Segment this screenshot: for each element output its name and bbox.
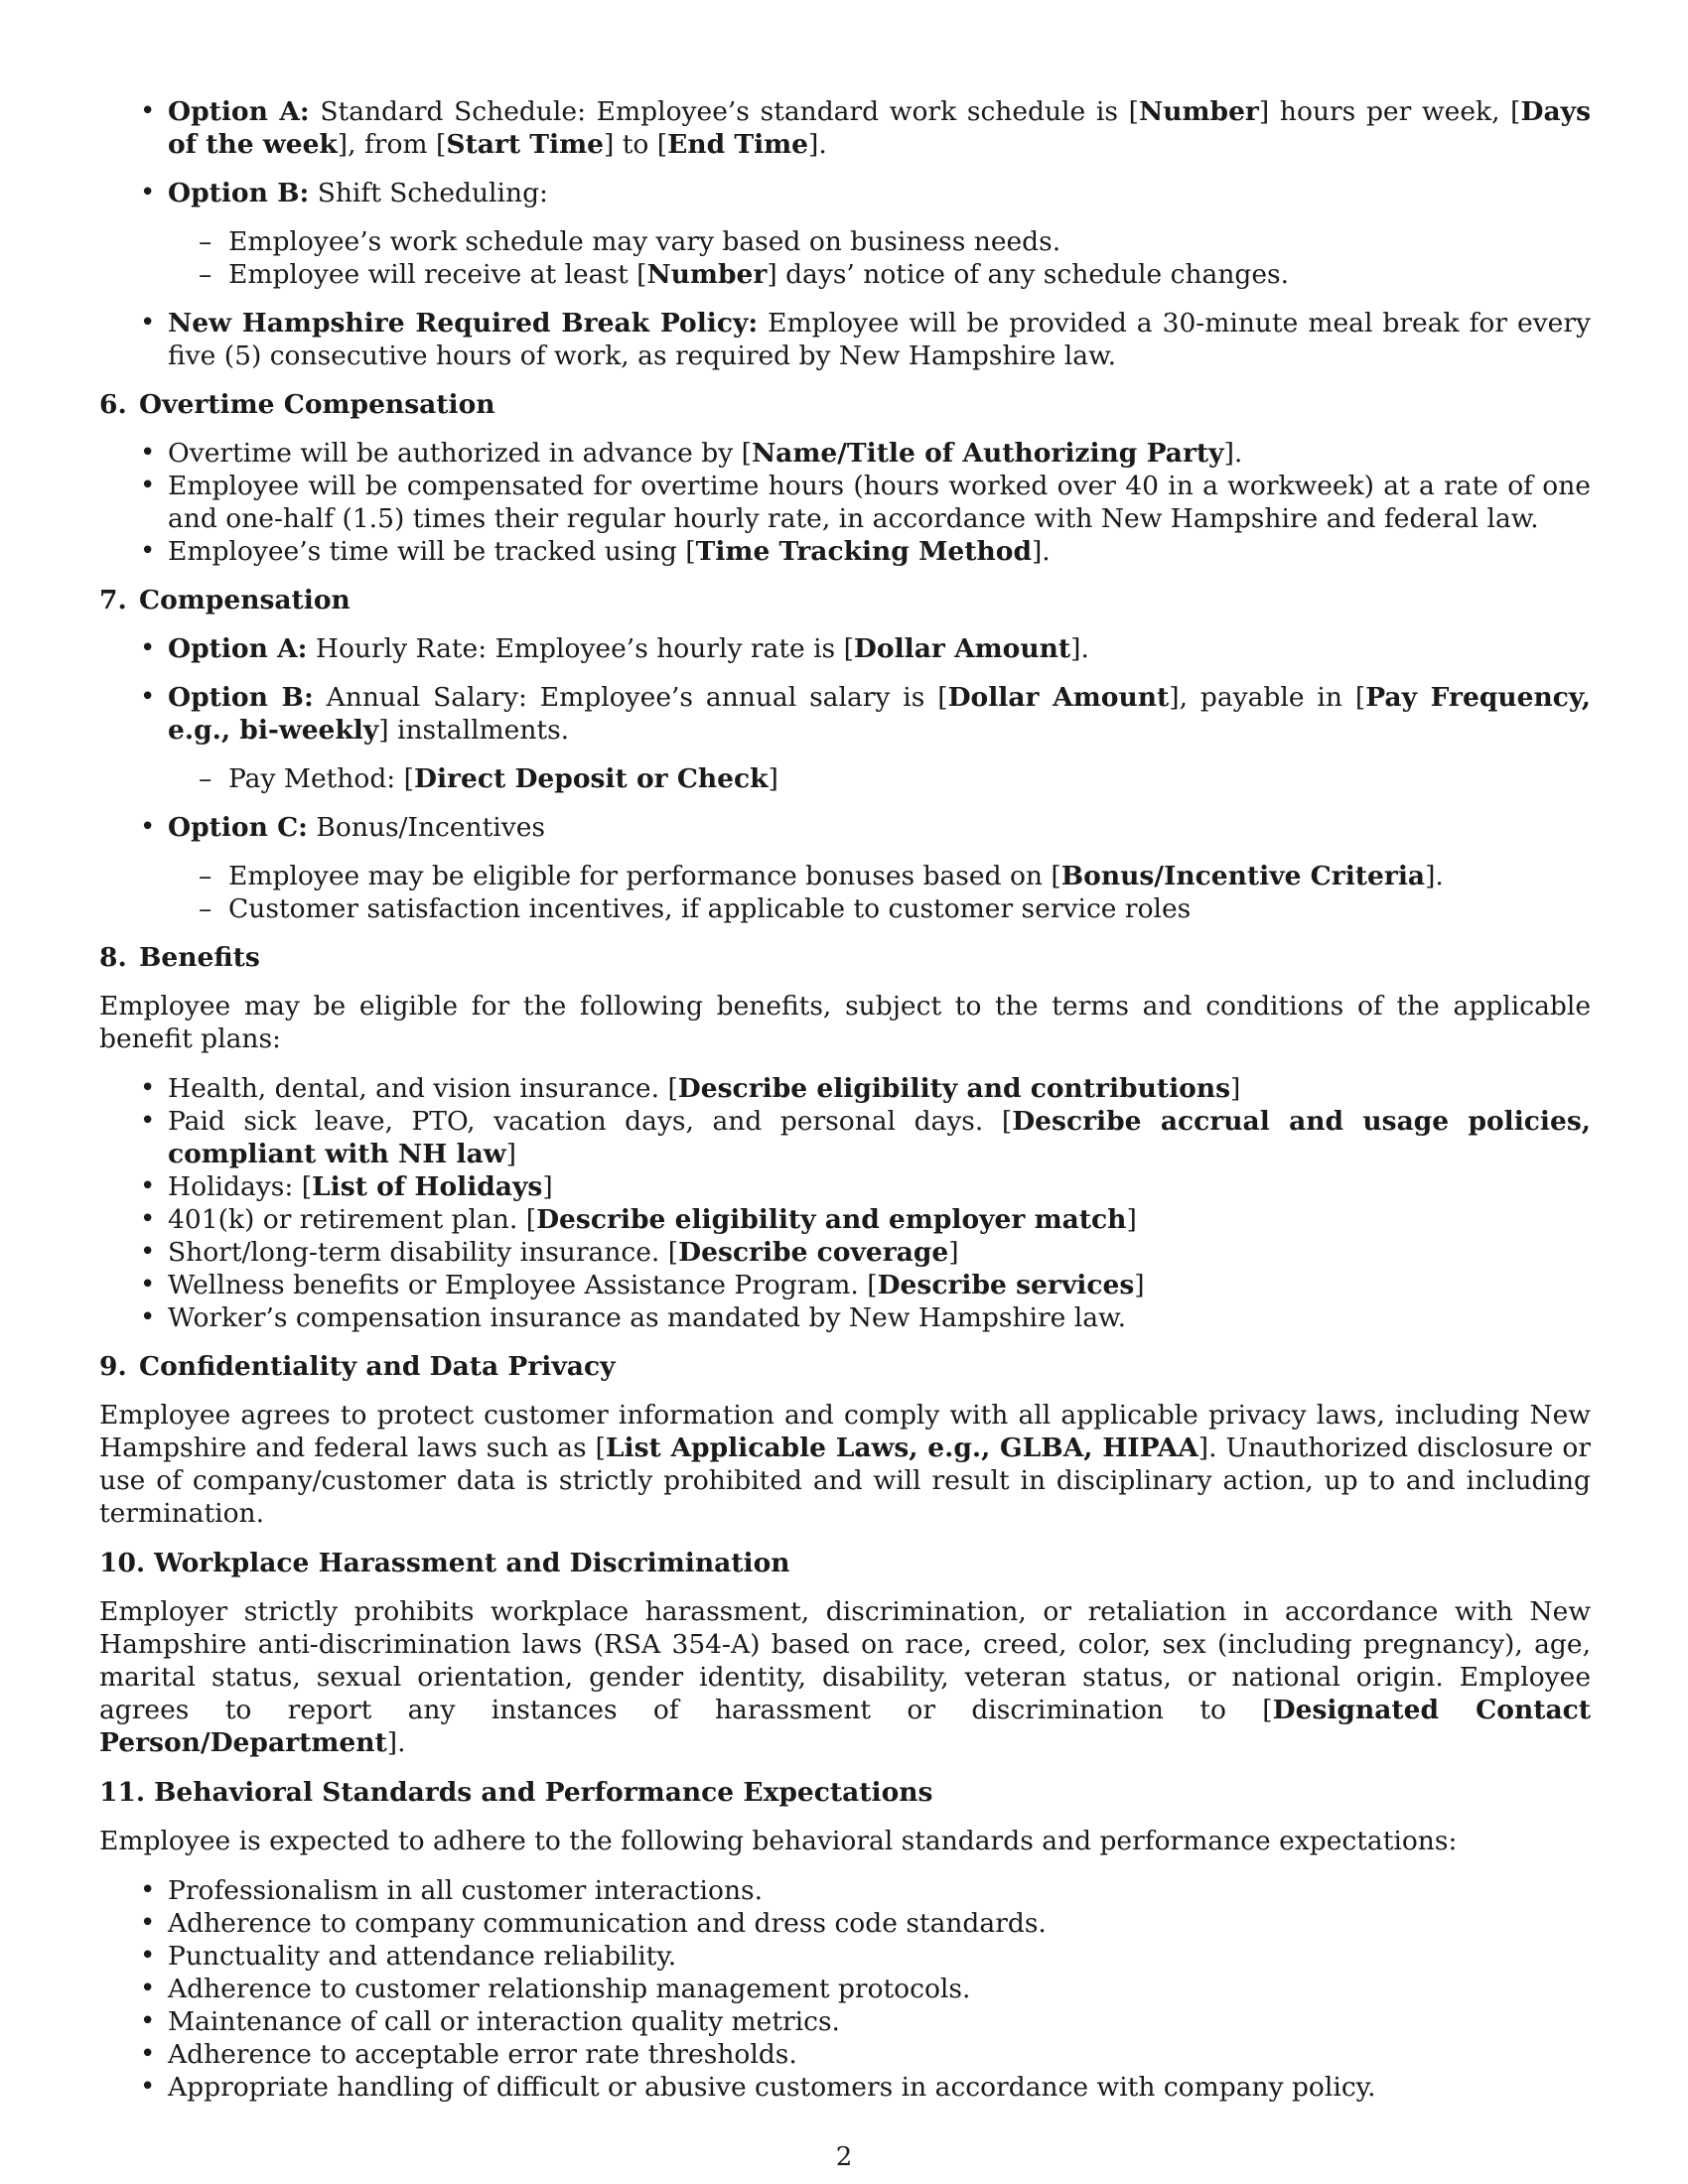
list-item: – Pay Method: [Direct Deposit or Check] xyxy=(199,763,778,794)
bullet-icon: • xyxy=(140,1908,156,1938)
bullet-icon: • xyxy=(140,1875,156,1905)
document-page xyxy=(99,95,1591,2119)
page-number: 2 xyxy=(835,2142,853,2172)
list-item: • Short/long-term disability insurance. [Describe coverage] xyxy=(140,1237,959,1268)
dash-icon: – xyxy=(199,893,212,924)
list-item: – Customer satisfaction incentives, if applicable to customer service roles xyxy=(199,893,1192,924)
bonus-sublist xyxy=(168,860,1591,925)
list-item: • 401(k) or retirement plan. [Describe eligibility and employer match] xyxy=(140,1204,1137,1235)
list-item: • Adherence to company communication and dress code standards. xyxy=(140,1908,1047,1939)
list-item: • Wellness benefits or Employee Assistance Program. [Describe services] xyxy=(140,1270,1145,1300)
bullet-icon: • xyxy=(140,536,156,566)
behavioral-intro: Employee is expected to adhere to the following behavioral standards and performance expectations: xyxy=(99,1826,1458,1856)
bullet-icon: • xyxy=(140,471,156,500)
section-heading-benefits: 8. Benefits xyxy=(99,942,260,973)
behavioral-list xyxy=(99,1874,1591,2104)
compensation-option-c: • Option C: Bonus/Incentives – Employee may be eligible for performance bonuses based on [Bonus/Incentive Criteria]. – Customer satisfaction incentives, if applicable to customer service roles xyxy=(168,811,1591,925)
bullet-icon: • xyxy=(140,1270,156,1299)
section-heading-confidentiality: 9. Confidentiality and Data Privacy xyxy=(99,1351,616,1382)
section-heading-harassment: 10. Workplace Harassment and Discrimination xyxy=(99,1548,790,1578)
section-heading-overtime: 6. Overtime Compensation xyxy=(99,389,495,420)
dash-icon: – xyxy=(199,861,212,891)
list-item: • Adherence to acceptable error rate thresholds. xyxy=(140,2039,797,2070)
benefits-list xyxy=(99,1072,1591,1334)
bullet-icon: • xyxy=(140,438,156,468)
bullet-icon: • xyxy=(140,1237,156,1267)
bullet-icon: • xyxy=(140,2039,156,2069)
bullet-icon: • xyxy=(140,633,156,663)
bullet-icon: • xyxy=(140,308,156,338)
bullet-icon: • xyxy=(140,1204,156,1234)
section-heading-compensation: 7. Compensation xyxy=(99,585,351,615)
list-item: • Adherence to customer relationship management protocols. xyxy=(140,1974,971,2004)
bullet-icon: • xyxy=(140,2072,156,2102)
list-item: – Employee’s work schedule may vary based on business needs. xyxy=(199,226,1061,257)
bullet-icon: • xyxy=(140,1073,156,1103)
compensation-options-list xyxy=(99,632,1591,925)
bullet-icon: • xyxy=(140,1171,156,1201)
schedule-options-list xyxy=(99,95,1591,372)
section-heading-behavioral: 11. Behavioral Standards and Performance Expectations xyxy=(99,1777,933,1808)
bullet-icon: • xyxy=(140,682,156,712)
list-item: • Worker’s compensation insurance as mandated by New Hampshire law. xyxy=(140,1302,1126,1333)
list-item: • Employee will be compensated for overtime hours (hours worked over 40 in a workweek) at a rate of one and one-half (1.5) times their regular hourly rate, in accordance with New Hampshire and federal law. xyxy=(140,471,1591,534)
compensation-option-a: • Option A: Hourly Rate: Employee’s hourly rate is [Dollar Amount]. xyxy=(140,633,1089,664)
list-item: • Health, dental, and vision insurance. [Describe eligibility and contributions] xyxy=(140,1073,1241,1104)
dash-icon: – xyxy=(199,259,212,290)
overtime-list xyxy=(99,437,1591,568)
list-item: • Employee’s time will be tracked using [Time Tracking Method]. xyxy=(140,536,1051,567)
list-item: – Employee will receive at least [Number] days’ notice of any schedule changes. xyxy=(199,259,1290,290)
benefits-intro: Employee may be eligible for the following benefits, subject to the terms and conditions of the applicable benefit plans: xyxy=(99,991,1591,1054)
break-policy-item: • New Hampshire Required Break Policy: Employee will be provided a 30-minute meal break for every five (5) consecutive hours of work, as required by New Hampshire law. xyxy=(140,308,1592,371)
harassment-paragraph: Employer strictly prohibits workplace harassment, discrimination, or retaliation in accordance with New Hampshire anti-discrimination laws (RSA 354-A) based on race, creed, color, sex (including pregnancy), age, marital status, sexual orientation, gender identity, disability, veteran status, or national origin. Employee agrees to report any instances of harassment or discrimination to [Designated Contact Person/Department]. xyxy=(99,1596,1591,1758)
list-item: • Appropriate handling of difficult or abusive customers in accordance with company policy. xyxy=(140,2072,1376,2103)
shift-schedule-sublist xyxy=(168,225,1591,291)
confidentiality-paragraph: Employee agrees to protect customer information and comply with all applicable privacy laws, including New Hampshire and federal laws such as [List Applicable Laws, e.g., GLBA, HIPAA]. Unauthorized disclosure or use of company/customer data is strictly prohibited and will result in disciplinary action, up to and including termination. xyxy=(99,1400,1592,1529)
bullet-icon: • xyxy=(140,178,156,207)
bullet-icon: • xyxy=(140,1974,156,2003)
bullet-icon: • xyxy=(140,96,156,126)
list-item: • Overtime will be authorized in advance by [Name/Title of Authorizing Party]. xyxy=(140,438,1243,469)
list-item: • Punctuality and attendance reliability. xyxy=(140,1941,677,1972)
schedule-option-a: • Option A: Standard Schedule: Employee’s standard work schedule is [Number] hours per week, [Days of the week], from [Start Time] to [End Time]. xyxy=(140,96,1591,160)
list-item: – Employee may be eligible for performance bonuses based on [Bonus/Incentive Criteria]. xyxy=(199,861,1444,891)
dash-icon: – xyxy=(199,226,212,257)
bullet-icon: • xyxy=(140,1941,156,1971)
bullet-icon: • xyxy=(140,2006,156,2036)
schedule-option-b: • Option B: Shift Scheduling: – Employee’s work schedule may vary based on business needs. – Employee will receive at least [Number] days’ notice of any schedule changes. xyxy=(168,177,1591,291)
bullet-icon: • xyxy=(140,1106,156,1136)
compensation-option-b: • Option B: Annual Salary: Employee’s annual salary is [Dollar Amount], payable in [Pay Frequency, e.g., bi-weekly] installments. – Pay Method: [Direct Deposit or Check] xyxy=(140,682,1591,794)
list-item: • Holidays: [List of Holidays] xyxy=(140,1171,553,1202)
list-item: • Professionalism in all customer interactions. xyxy=(140,1875,764,1906)
bullet-icon: • xyxy=(140,812,156,842)
bullet-icon: • xyxy=(140,1302,156,1332)
list-item: • Paid sick leave, PTO, vacation days, and personal days. [Describe accrual and usage policies, compliant with NH law] xyxy=(140,1106,1592,1169)
dash-icon: – xyxy=(199,763,212,794)
list-item: • Maintenance of call or interaction quality metrics. xyxy=(140,2006,840,2037)
pay-method-sublist xyxy=(168,762,1591,795)
